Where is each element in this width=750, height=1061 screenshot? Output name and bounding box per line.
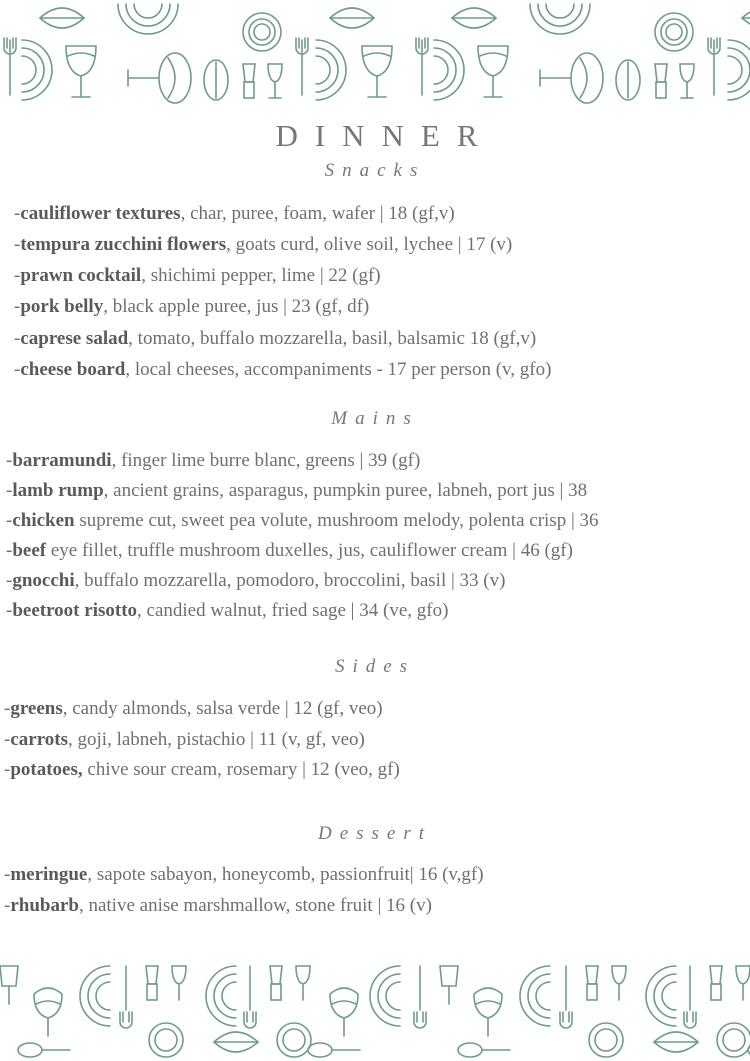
bottom-tableware-pattern (0, 960, 750, 1061)
menu-item: -lamb rump, ancient grains, asparagus, pumpkin puree, labneh, port jus | 38 (6, 480, 588, 501)
item-desc: , candy almonds, salsa verde | 12 (gf, veo) (62, 698, 383, 719)
item-name: carrots (10, 729, 69, 750)
item-desc: , ancient grains, asparagus, pumpkin puree, labneh, port jus | 38 (103, 480, 588, 501)
item-name: beetroot risotto (12, 600, 138, 621)
item-name: tempura zucchini flowers (20, 234, 227, 255)
item-desc: , black apple puree, jus | 23 (gf, df) (103, 296, 370, 317)
item-desc: , buffalo mozzarella, pomodoro, broccolini, basil | 33 (v) (74, 570, 506, 591)
item-desc: , native anise marshmallow, stone fruit | 16 (v) (78, 895, 432, 916)
menu-item: -caprese salad, tomato, buffalo mozzarella, basil, balsamic 18 (gf,v) (14, 328, 537, 349)
item-name: greens (10, 698, 63, 719)
item-desc: , sapote sabayon, honeycomb, passionfruit| 16 (v,gf) (87, 864, 484, 885)
menu-item: -tempura zucchini flowers, goats curd, olive soil, lychee | 17 (v) (14, 234, 513, 255)
item-desc: , goji, labneh, pistachio | 11 (v, gf, veo) (68, 729, 365, 750)
section-title-dessert: Dessert (317, 823, 433, 844)
menu-item: -cauliflower textures, char, puree, foam, wafer | 18 (gf,v) (14, 203, 455, 224)
menu-title: DINNER (275, 118, 495, 153)
item-name: meringue (10, 864, 88, 885)
menu-item: -greens, candy almonds, salsa verde | 12 (gf, veo) (4, 698, 383, 719)
menu-item: -carrots, goji, labneh, pistachio | 11 (v, gf, veo) (4, 729, 365, 750)
menu-item: -pork belly, black apple puree, jus | 23 (gf, df) (14, 296, 370, 317)
item-name: caprese salad (20, 328, 129, 349)
menu-item: -cheese board, local cheeses, accompaniments - 17 per person (v, gfo) (14, 359, 552, 380)
menu-item: -prawn cocktail, shichimi pepper, lime | 22 (gf) (14, 265, 381, 286)
menu-item: -rhubarb, native anise marshmallow, stone fruit | 16 (v) (4, 895, 432, 916)
item-name: gnocchi (12, 570, 75, 591)
item-desc: , char, puree, foam, wafer | 18 (gf,v) (180, 203, 455, 224)
item-desc: , shichimi pepper, lime | 22 (gf) (141, 265, 381, 286)
menu-item: -gnocchi, buffalo mozzarella, pomodoro, broccolini, basil | 33 (v) (6, 570, 506, 591)
item-name: barramundi (12, 450, 112, 471)
item-desc: , tomato, buffalo mozzarella, basil, balsamic 18 (gf,v) (128, 328, 537, 349)
section-title-sides: Sides (334, 656, 416, 677)
menu-item: -chicken supreme cut, sweet pea volute, mushroom melody, polenta crisp | 36 (6, 510, 599, 531)
item-name: cheese board (20, 359, 126, 380)
item-name: cauliflower textures (20, 203, 181, 224)
item-name: potatoes, (10, 759, 83, 780)
section-title-snacks: Snacks (324, 160, 426, 181)
item-name: prawn cocktail (20, 265, 142, 286)
item-desc: chive sour cream, rosemary | 12 (veo, gf) (82, 759, 400, 780)
item-desc: , candied walnut, fried sage | 34 (ve, gfo) (137, 600, 449, 621)
menu-item: -barramundi, finger lime burre blanc, greens | 39 (gf) (6, 450, 421, 471)
item-desc: , finger lime burre blanc, greens | 39 (gf) (111, 450, 421, 471)
menu-item: -meringue, sapote sabayon, honeycomb, passionfruit| 16 (v,gf) (4, 864, 484, 885)
item-desc: , local cheeses, accompaniments - 17 per person (v, gfo) (125, 359, 552, 380)
menu-item: -beef eye fillet, truffle mushroom duxelles, jus, cauliflower cream | 46 (gf) (6, 540, 573, 561)
item-desc: supreme cut, sweet pea volute, mushroom melody, polenta crisp | 36 (74, 510, 599, 531)
top-tableware-pattern (0, 0, 750, 105)
item-desc: eye fillet, truffle mushroom duxelles, jus, cauliflower cream | 46 (gf) (46, 540, 573, 561)
item-name: rhubarb (10, 895, 79, 916)
section-title-mains: Mains (331, 408, 419, 429)
item-name: beef (12, 540, 47, 561)
menu-item: -beetroot risotto, candied walnut, fried sage | 34 (ve, gfo) (6, 600, 449, 621)
menu-item: -potatoes, chive sour cream, rosemary | 12 (veo, gf) (4, 759, 400, 780)
item-name: chicken (12, 510, 75, 531)
item-name: pork belly (20, 296, 104, 317)
item-name: lamb rump (12, 480, 104, 501)
item-desc: , goats curd, olive soil, lychee | 17 (v) (226, 234, 513, 255)
